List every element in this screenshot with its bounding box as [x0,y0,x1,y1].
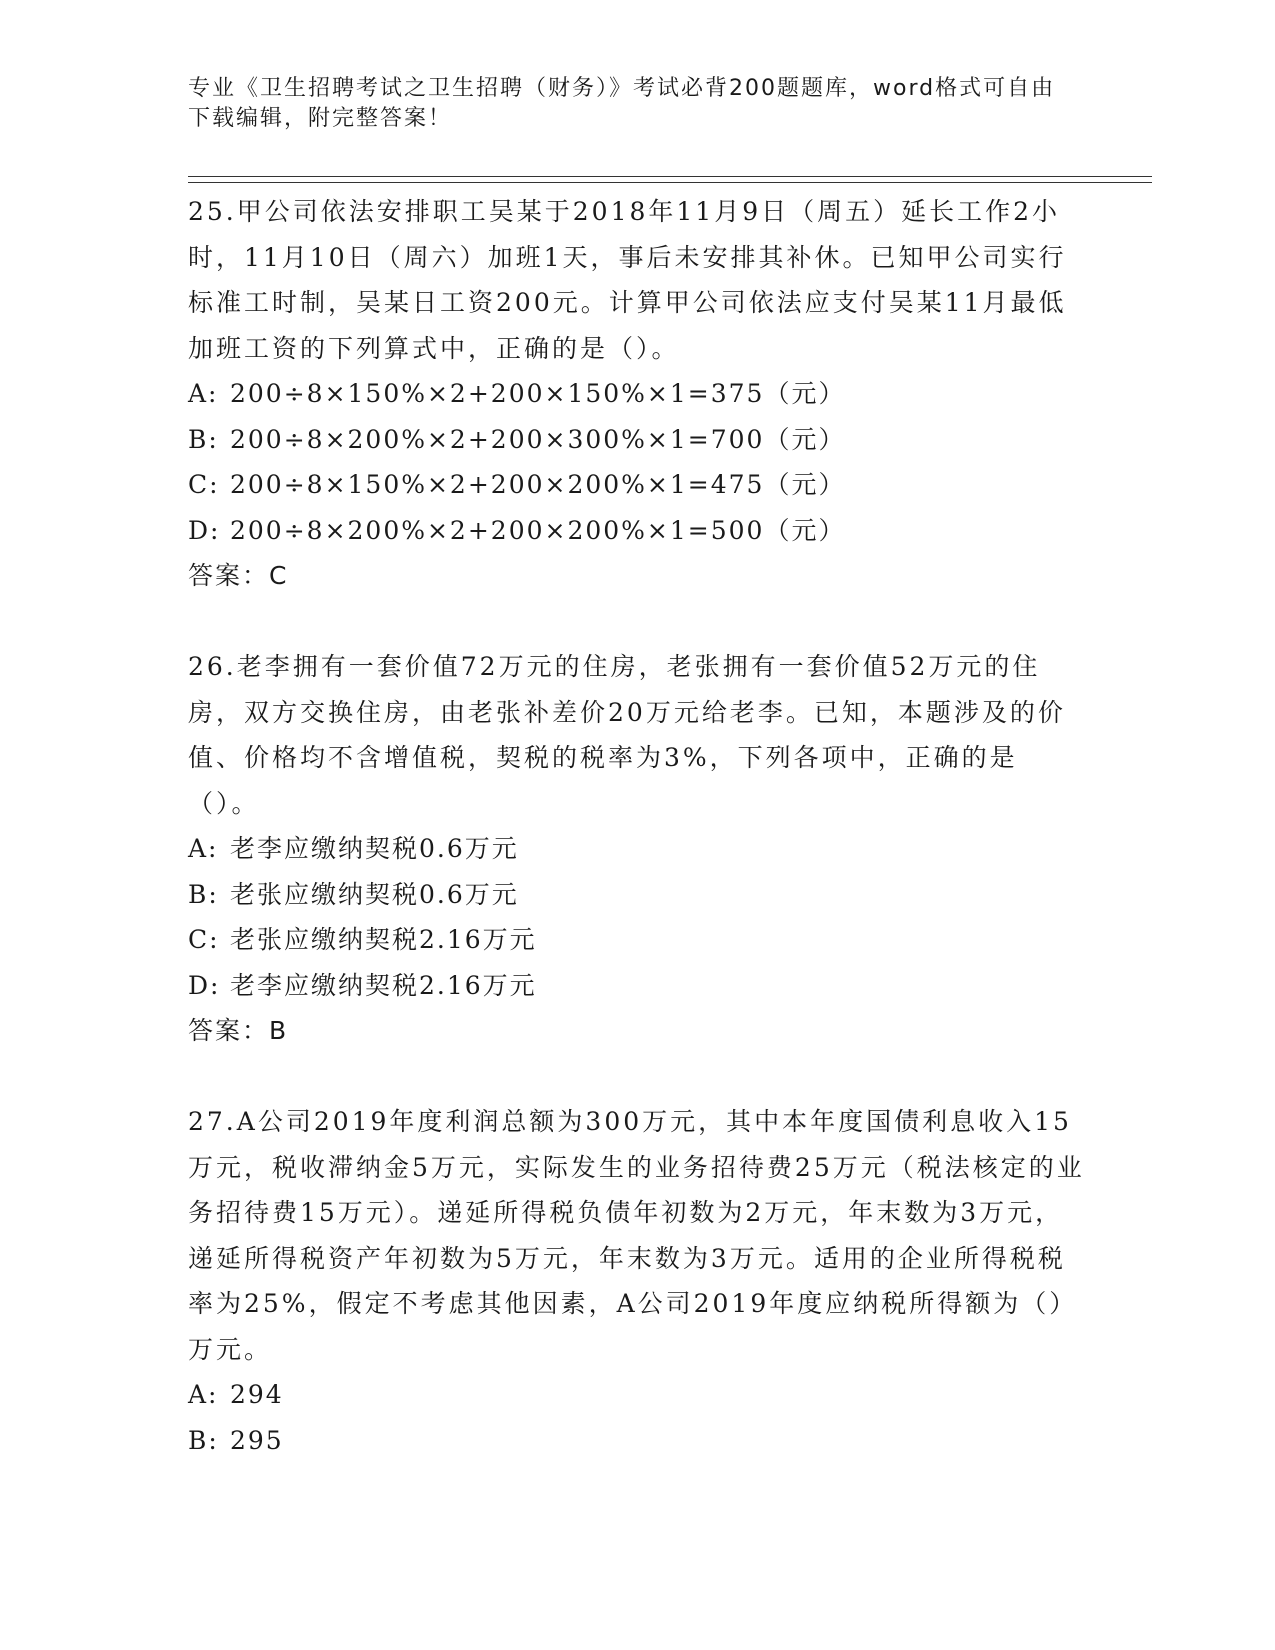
option-text: 老张应缴纳契税2.16万元 [230,925,537,954]
option-label: A: [188,1380,219,1409]
option-text: 200÷8×200%×2+200×200%×1=500（元） [230,515,846,545]
option-a [188,371,1088,417]
answer-line: 答案：B [188,1016,289,1045]
option-a [188,826,1088,872]
option-label: C: [188,925,220,954]
question-26 [188,644,1088,1054]
option-text: 295 [230,1425,284,1455]
option-text: 200÷8×200%×2+200×300%×1=700（元） [230,424,846,454]
option-label: D: [188,970,221,1000]
option-label: B: [188,879,219,909]
spacer [188,1054,1088,1100]
option-d [188,963,1088,1009]
answer-line: 答案：C [188,561,289,590]
question-27 [188,1099,1088,1463]
question-text: 26.老李拥有一套价值72万元的住房，老张拥有一套价值52万元的住房，双方交换住房，由老张补差价20万元给老李。已知，本题涉及的价值、价格均不含增值税，契税的税率为3%，下列各项中，正确的是（）。 [188,652,1066,818]
option-text: 294 [230,1380,284,1409]
document-header: 专业《卫生招聘考试之卫生招聘（财务）》考试必背200题题库，word格式可自由下载编辑，附完整答案！ [188,76,1056,131]
option-label: A: [188,379,219,408]
option-label: B: [188,1425,219,1455]
header-divider-top [188,176,1152,177]
option-text: 老李应缴纳契税2.16万元 [230,970,537,1000]
option-label: B: [188,424,219,454]
option-d [188,508,1088,554]
option-label: A: [188,834,219,863]
option-label: D: [188,515,221,545]
spacer [188,599,1088,645]
option-text: 200÷8×150%×2+200×150%×1=375（元） [230,379,846,408]
option-text: 老李应缴纳契税0.6万元 [230,834,519,863]
option-text: 老张应缴纳契税0.6万元 [230,879,519,909]
question-list [188,189,1088,1463]
question-text: 25.甲公司依法安排职工吴某于2018年11月9日（周五）延长工作2小时，11月10日（周六）加班1天，事后未安排其补休。已知甲公司实行标准工时制，吴某日工资200元。计算甲公司依法应支付吴某11月最低加班工资的下列算式中，正确的是（）。 [188,197,1067,363]
option-a [188,1372,1088,1418]
option-label: C: [188,470,220,499]
header-divider-bottom [188,182,1152,183]
option-b [188,1418,1088,1464]
option-b [188,417,1088,463]
question-25 [188,189,1088,599]
option-b [188,872,1088,918]
question-text: 27.A公司2019年度利润总额为300万元，其中本年度国债利息收入15万元，税收滞纳金5万元，实际发生的业务招待费25万元（税法核定的业务招待费15万元）。递延所得税负债年初数为2万元，年末数为3万元，递延所得税资产年初数为5万元，年末数为3万元。适用的企业所得税税率为25%，假定不考虑其他因素，A公司2019年度应纳税所得额为（）万元。 [188,1107,1085,1364]
option-c [188,462,1088,508]
option-text: 200÷8×150%×2+200×200%×1=475（元） [230,470,846,499]
option-c [188,917,1088,963]
